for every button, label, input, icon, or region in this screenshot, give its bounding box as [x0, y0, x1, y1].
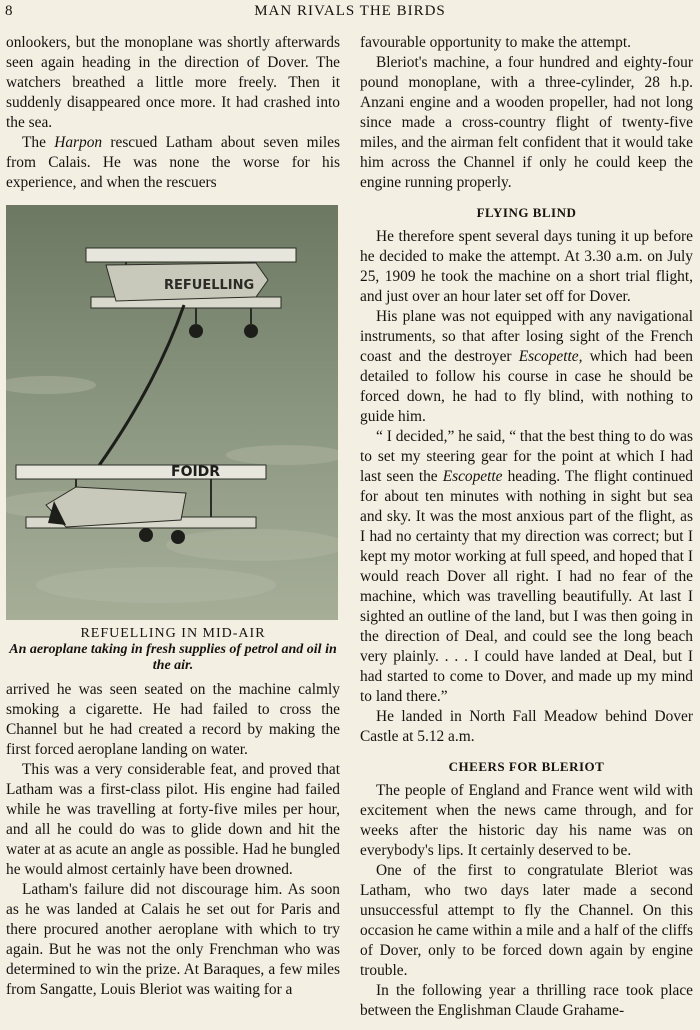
- paragraph: He landed in North Fall Meadow behind Dover Castle at 5.12 a.m.: [360, 708, 693, 745]
- wheel: [244, 324, 258, 338]
- figure-caption: An aeroplane taking in fresh supplies of petrol and oil in the air.: [9, 642, 337, 673]
- paragraph: [360, 427, 693, 707]
- paragraph: favourable opportunity to make the attempt.: [360, 34, 631, 51]
- paragraph: [360, 307, 693, 427]
- paragraph: In the following year a thrilling race took place between the Englishman Claude Grahame-: [360, 982, 693, 1019]
- paragraph: He therefore spent several days tuning it up before he decided to make the attempt. At 3.30 a.m. on July 25, 1909 he took the machine on a short trial flight, and just over an hour later set off for Dover.: [360, 228, 693, 305]
- paragraph: Bleriot's machine, a four hundred and eighty-four pound monoplane, with a three-cylinder, 28 h.p. Anzani engine and a wooden propeller, had not long since made a cross-country flight of twenty-five miles, and the airman felt confident that it would take him across the Channel if only he could keep the engine running properly.: [360, 54, 693, 191]
- paragraph: This was a very considerable feat, and proved that Latham was a first-class pilot. His engine had failed while he was travelling at forty-five miles per hour, and all he could do was to glide down and hit the water at as acute an angle as possible. Had he bungled he would almost certainly have been drowned.: [6, 761, 340, 878]
- paragraph: arrived he was seen seated on the machine calmly smoking a cigarette. He had failed to cross the Channel but he had created a record by making the first forced aeroplane landing on water.: [6, 681, 340, 758]
- ship-name: Harpon: [54, 134, 103, 151]
- text-run: which had been detailed to follow his course in case he should be forced down, he had to fly blind, with nothing to guide him.: [360, 348, 693, 425]
- wheel: [139, 528, 153, 542]
- paragraph: The people of England and France went wild with excitement when the news came through, and for weeks after the historic day his name was on everybody's lips. It certainly deserved to be.: [360, 782, 693, 859]
- running-title: MAN RIVALS THE BIRDS: [254, 3, 446, 19]
- text-run: “ I decided,” he said, “ that the best thing to do was to set my steering gear for the point at which I had last seen the: [360, 428, 693, 485]
- section-heading: FLYING BLIND: [476, 205, 577, 220]
- upper-wing: [16, 465, 266, 479]
- upper-wing: [86, 248, 296, 262]
- wheel: [189, 324, 203, 338]
- figure-title: REFUELLING IN MID-AIR: [80, 626, 266, 641]
- paragraph: [6, 133, 340, 193]
- fuselage: [46, 487, 186, 527]
- right-column: [360, 33, 693, 1021]
- left-column: [6, 33, 340, 1000]
- plane-lettering: FOIDR: [171, 464, 221, 480]
- page-header: [5, 3, 695, 25]
- text-run: heading. The flight continued for about ten minutes with nothing in sight but sea and sky. It was the most anxious part of the flight, as I had no certainty that my direction was correct; but I kept my motor working at full speed, and hoped that I would reach Dover all right. I had no fear of the machine, which was travelling beautifully. At last I sighted an outline of the land, but I was then going in the direction of Deal, and could see the long beach very plainly. . . . I could have landed at Deal, but I had started to come to Dover, and made up my mind to land there.”: [360, 468, 693, 705]
- page-number: 8: [5, 3, 14, 19]
- text-run: rescued Latham about seven miles from Calais. He was none the worse for his experience, and when the rescuers: [6, 134, 340, 191]
- section-heading: CHEERS FOR BLERIOT: [448, 759, 605, 774]
- text-run: The: [22, 134, 55, 151]
- paragraph: onlookers, but the monoplane was shortly afterwards seen again heading in the direction of Dover. The watchers breathed a little more freely. Then it suddenly disappeared once more. It had crashed into the sea.: [6, 34, 340, 131]
- wheel: [171, 530, 185, 544]
- ship-name: Escopette,: [518, 348, 583, 365]
- figure: [6, 205, 340, 674]
- text-run: His plane was not equipped with any navigational instruments, so that after losing sight of the French coast and the destroyer: [360, 308, 693, 365]
- refuelling-photo: [6, 205, 338, 620]
- paragraph: Latham's failure did not discourage him. As soon as he was landed at Calais he set out for Paris and there procured another aeroplane with which to try again. But he was not the only Frenchman who was determined to win the prize. At Baraques, a few miles from Sangatte, Louis Bleriot was waiting for a: [6, 881, 340, 998]
- paragraph: One of the first to congratulate Bleriot was Latham, who two days later made a second unsuccessful attempt to fly the Channel. On this occasion he came within a mile and a half of the cliffs of Dover, only to be forced down again by engine trouble.: [360, 862, 693, 979]
- plane-lettering: REFUELLING: [164, 278, 255, 293]
- ship-name: Escopette: [442, 468, 503, 485]
